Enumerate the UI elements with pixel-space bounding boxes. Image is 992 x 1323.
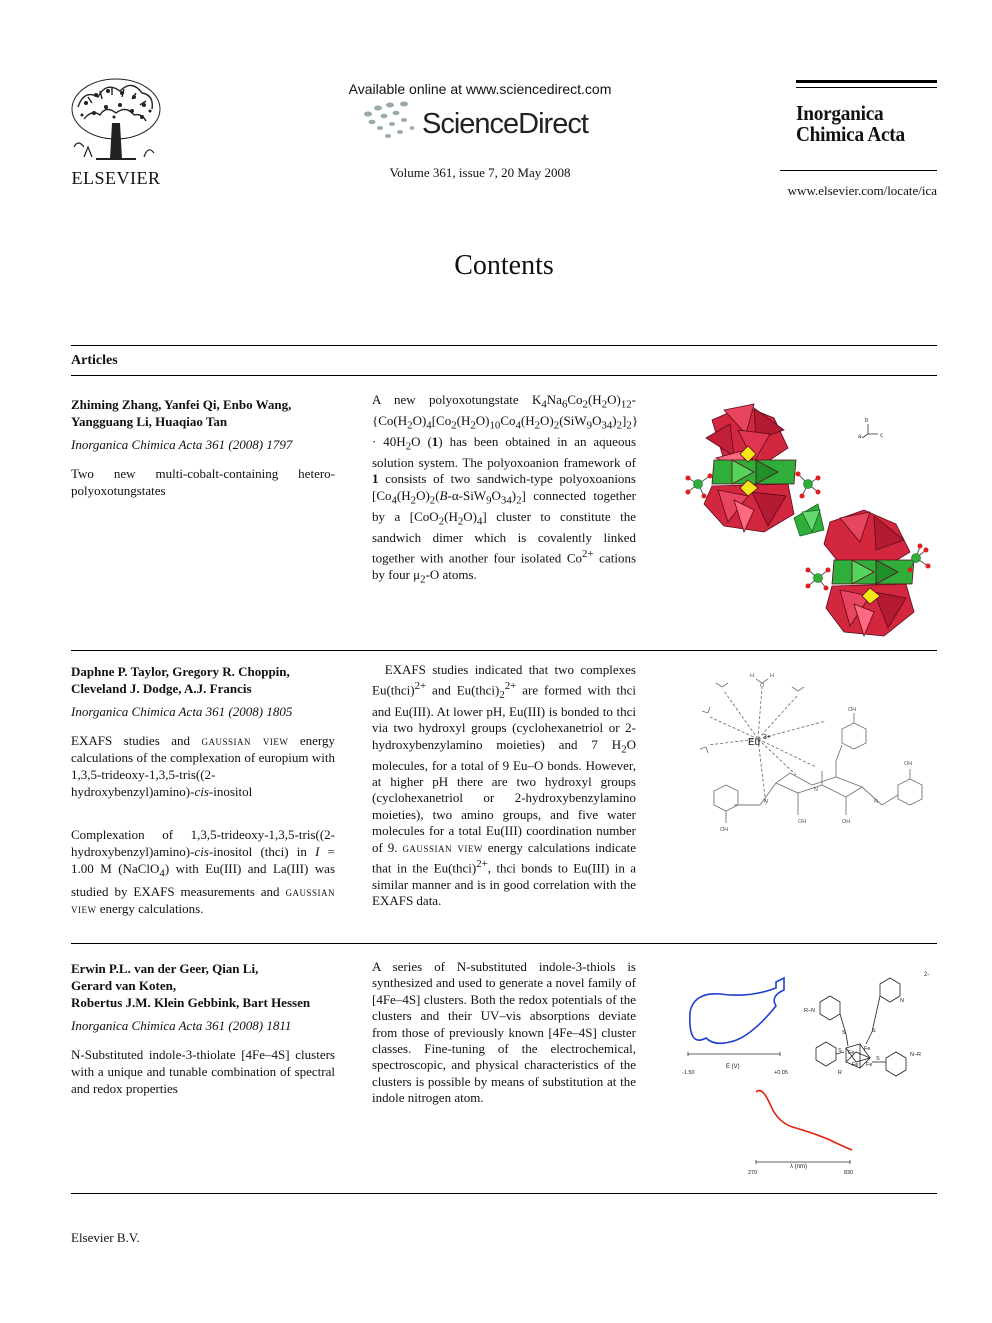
article-2-summary	[71, 826, 335, 917]
cluster-charge-label: 2-	[924, 972, 930, 978]
cv-tick-label: +0.05	[774, 1070, 788, 1076]
summary-text: -inositol (thci) in	[208, 844, 307, 859]
article-3-title[interactable]: N-Substituted indole-3-thiolate [4Fe–4S] clusters with a unique and tunable combination of spectral and redox properties	[71, 1047, 335, 1096]
fe-label: Fe	[864, 1046, 871, 1052]
article-divider	[71, 943, 937, 944]
summary-text: Complexation of 1,3,5-trideoxy-1,3,5-tris((2-hydroxybenzyl)amino)-	[71, 827, 335, 859]
hydroxyl-label: OH	[904, 761, 913, 767]
journal-logo	[796, 103, 926, 145]
axis-label: a	[858, 434, 862, 440]
title-italic: cis	[194, 784, 209, 799]
s-label: S	[838, 1048, 842, 1054]
s-label: S	[872, 1028, 876, 1034]
hydroxyl-label: OH	[842, 819, 851, 825]
elsevier-tree-icon	[66, 77, 166, 163]
journal-rule-top-thin	[796, 87, 937, 88]
volume-issue: Volume 361, issue 7, 20 May 2008	[389, 165, 571, 180]
authors-line: Gerard van Koten,	[71, 978, 177, 993]
water-label: H	[770, 673, 774, 679]
authors-line: Zhiming Zhang, Yanfei Qi, Enbo Wang,	[71, 397, 292, 412]
sciencedirect-dots-icon	[360, 100, 420, 144]
uv-tick-label: 270	[748, 1170, 758, 1176]
footer-publisher: Elsevier B.V.	[71, 1230, 140, 1245]
article-2-info	[71, 663, 335, 917]
article-3-figure	[680, 962, 936, 1180]
eu-label: Eu	[748, 737, 761, 748]
journal-rule-bottom	[780, 170, 937, 171]
substituent-label: R–N	[804, 1008, 816, 1014]
article-2-title[interactable]	[71, 732, 335, 800]
water-label: O	[760, 683, 765, 689]
authors-line: Cleveland J. Dodge, A.J. Francis	[71, 681, 252, 696]
title-text: -inositol	[208, 784, 253, 799]
amine-label: N	[874, 799, 878, 805]
fe-label: Fe	[852, 1062, 859, 1068]
elsevier-wordmark: ELSEVIER	[71, 168, 161, 188]
article-3-info	[71, 960, 335, 1097]
article-1-citation[interactable]: Inorganica Chimica Acta 361 (2008) 1797	[71, 437, 293, 452]
hydroxyl-label: OH	[848, 707, 857, 713]
sciencedirect-logo	[360, 100, 610, 146]
article-1-info	[71, 396, 335, 499]
summary-text: ) with Eu(III) and La(III) was studied by EXAFS measurements and	[71, 861, 336, 899]
authors-line: Yangguang Li, Huaqiao Tan	[71, 414, 228, 429]
s-label: S	[842, 1030, 846, 1036]
s-label: S	[876, 1056, 880, 1062]
amine-label: N	[764, 799, 768, 805]
journal-name-line1: Inorganica	[796, 101, 884, 125]
eu-charge-label: 3+	[763, 734, 771, 741]
axis-label: c	[880, 433, 883, 439]
amine-label: N	[814, 787, 818, 793]
article-3-abstract: A series of N-substituted indole-3-thiols is synthesized and used to generate a novel family of [4Fe–4S] clusters. Both the redox potentials of the clusters and their UV–vis absorptions deviate from those of previously known [4Fe–4S] cluster classes. Fine-tuning of the electrochemical, spectroscopic, and physical characteristics of the clusters is possible by means of substitution at the indole nitrogen atom.	[372, 959, 636, 1106]
n-label: N	[900, 998, 904, 1004]
journal-url[interactable]: www.elsevier.com/locate/ica	[787, 183, 937, 198]
hydroxyl-label: OH	[798, 819, 807, 825]
article-2-authors	[71, 663, 335, 697]
substituent-label: R	[838, 1070, 842, 1076]
article-1-abstract: A new polyoxotungstate $K_4Na_6Co_2(H_2O)_{12}-\{Co(H_2O)_4[Co_2(H_2O)_{10}Co_4(H_2O)_2(SiW_9O_{34})_2]_2\} \cdot 40H_2O$ (1) has been obtained in an aqueous solution system. The polyoxoanion framework of 1 consists of two sandwich-type polyoxoanions $[Co_4(H_2O)_2(B-\alpha-SiW_9O_{34})_2]$ connected together by a $[CoO_2(H_2O)_4]$ cluster to constitute the sandwich dimer which is covalently linked together with another four isolated $Co^{2+}$ cations by four $\mu_2-O$ atoms.	[372, 392, 639, 586]
summary-text: = 1.00 M (NaClO	[71, 844, 336, 876]
article-divider	[71, 1193, 937, 1194]
authors-line: Robertus J.M. Klein Gebbink, Bart Hessen	[71, 995, 311, 1010]
title-text: energy calculations of the complexation of europium with 1,3,5-trideoxy-1,3,5-tris((2-hydroxybenzyl)amino)-	[71, 733, 336, 799]
water-label: H	[750, 673, 754, 679]
fe-label: Fe	[866, 1062, 873, 1068]
hydroxyl-label: OH	[720, 827, 729, 833]
article-1-title[interactable]: Two new multi-cobalt-containing hetero-polyoxotungstates	[71, 466, 335, 498]
journal-rule-top	[796, 80, 937, 83]
article-3-authors	[71, 960, 335, 1011]
page-title: Contents	[454, 250, 554, 281]
authors-line: Daphne P. Taylor, Gregory R. Choppin,	[71, 664, 290, 679]
article-1-figure	[684, 400, 934, 645]
article-3-citation[interactable]: Inorganica Chimica Acta 361 (2008) 1811	[71, 1018, 292, 1033]
article-2-citation[interactable]: Inorganica Chimica Acta 361 (2008) 1805	[71, 704, 293, 719]
summary-smallcaps: gaussian view	[71, 883, 335, 916]
uv-axis-label: λ (nm)	[790, 1164, 807, 1170]
title-text: EXAFS studies and	[71, 733, 190, 748]
title-smallcaps: gaussian view	[201, 733, 289, 748]
axis-label: b	[865, 418, 869, 424]
substituent-label: N–R	[910, 1052, 922, 1058]
article-1-authors	[71, 396, 335, 430]
elsevier-logo	[66, 77, 166, 188]
summary-subscript: 4	[159, 867, 165, 880]
article-2-abstract: EXAFS studies indicated that two complexes Eu(thci)$^{2+}$ and $Eu(thci)_2^{2+}$ are formed with thci and Eu(III). At lower pH, Eu(III) is bonded to thci via two hydroxyl groups (cyclohexanetriol or 2-hydroxybenzylamino moieties) and 7 $H_2O$ molecules, for a total of 9 Eu–O bonds. However, at higher pH there are two hydroxyl groups (cyclohexanetriol or 2-hydroxybenzylamino moieties), two amino groups, and five water molecules for a total Eu(III) coordination number of 9. gaussian view energy calculations indicate that in the Eu(thci)$^{2+}$, thci bonds to Eu(III) in a similar manner and is in good correlation with the EXAFS data.	[372, 662, 636, 909]
summary-italic: I	[315, 844, 320, 859]
available-online-text: Available online at www.sciencedirect.com	[348, 81, 612, 97]
cv-axis-label: E (V)	[726, 1064, 740, 1070]
cv-tick-label: -1.50	[682, 1070, 695, 1076]
section-rule-top	[71, 345, 937, 346]
article-2-figure	[686, 665, 936, 845]
sciencedirect-wordmark: ScienceDirect	[422, 108, 588, 140]
summary-italic: cis	[194, 844, 209, 859]
article-divider	[71, 650, 937, 651]
uv-tick-label: 830	[844, 1170, 854, 1176]
journal-name-line2: Chimica Acta	[796, 122, 905, 146]
authors-line: Erwin P.L. van der Geer, Qian Li,	[71, 961, 259, 976]
summary-text: energy calculations.	[99, 900, 204, 916]
fe-label: Fe	[848, 1050, 855, 1056]
section-rule-bottom	[71, 375, 937, 376]
section-title: Articles	[71, 353, 118, 368]
